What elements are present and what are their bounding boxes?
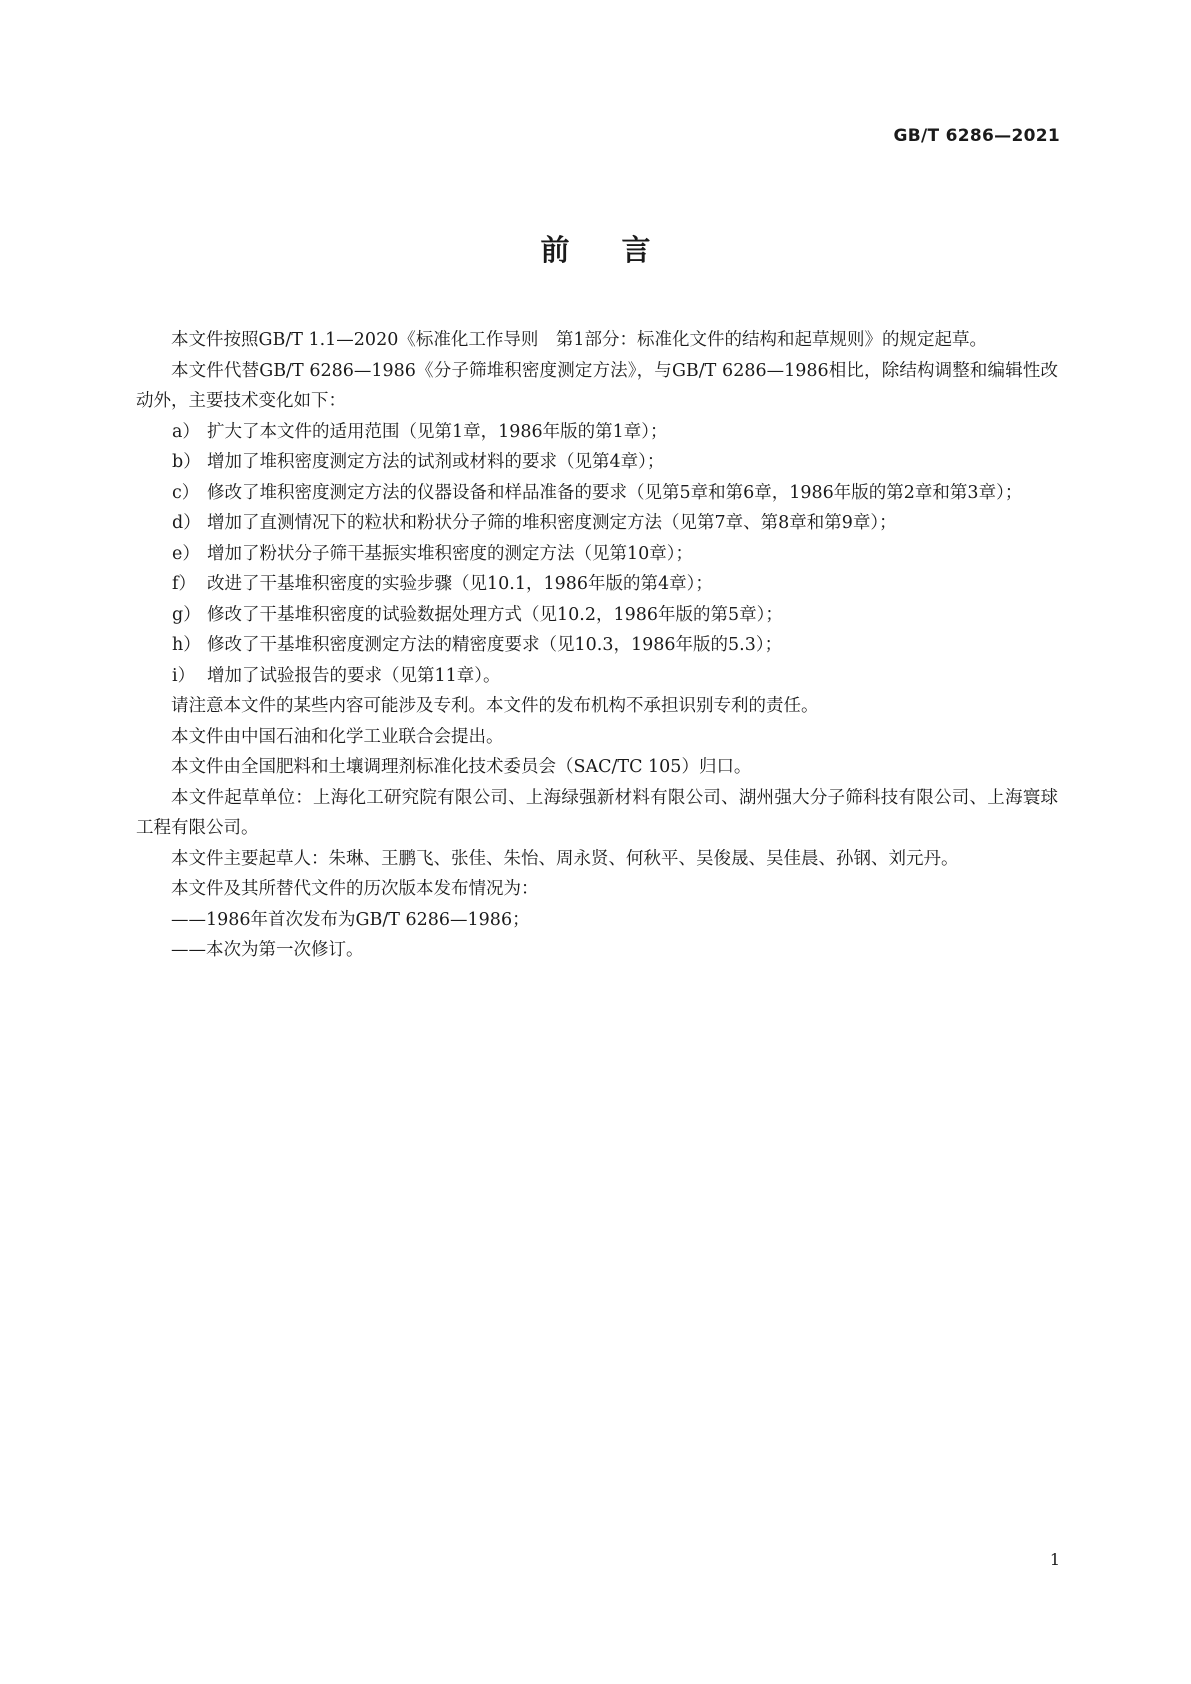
paragraph-replacement: 本文件代替GB/T 6286—1986《分子筛堆积密度测定方法》，与GB/T 6286—1986相比，除结构调整和编辑性改动外，主要技术变化如下： — [136, 360, 1058, 411]
list-item-text: 修改了干基堆积密度测定方法的精密度要求（见10.3，1986年版的5.3）； — [207, 635, 783, 655]
paragraph-drafting-units: 本文件起草单位：上海化工研究院有限公司、上海绿强新材料有限公司、湖州强大分子筛科技有限公司、上海寰球工程有限公司。 — [136, 787, 1058, 838]
list-item — [136, 508, 1058, 539]
list-item-text: 增加了堆积密度测定方法的试剂或材料的要求（见第4章）； — [207, 452, 665, 472]
list-item-text: 改进了干基堆积密度的实验步骤（见10.1，1986年版的第4章）； — [207, 574, 713, 594]
paragraph-drafters: 本文件主要起草人：朱琳、王鹏飞、张佳、朱怡、周永贤、何秋平、吴俊晟、吴佳晨、孙钢、刘元丹。 — [171, 848, 959, 869]
list-marker: a） — [172, 421, 200, 442]
list-item — [136, 630, 1058, 661]
list-item-text: 增加了粉状分子筛干基振实堆积密度的测定方法（见第10章）； — [207, 543, 694, 564]
list-item — [136, 447, 1058, 478]
list-item-text: 修改了干基堆积密度的试验数据处理方式（见10.2，1986年版的第5章）； — [207, 604, 783, 625]
list-marker: c） — [172, 482, 200, 503]
list-marker: i） — [172, 665, 196, 686]
list-marker: d） — [172, 513, 201, 533]
list-item — [136, 661, 1058, 692]
list-marker: f） — [172, 574, 196, 594]
paragraph-proposer: 本文件由中国石油和化学工业联合会提出。 — [171, 726, 504, 747]
foreword-body — [136, 325, 1058, 966]
standard-code: GB/T 6286—2021 — [893, 126, 1060, 146]
paragraph-drafting-rules: 本文件按照GB/T 1.1—2020《标准化工作导则 第1部分：标准化文件的结构和起草规则》的规定起草。 — [171, 330, 987, 350]
list-marker: g） — [172, 604, 201, 625]
list-item-text: 扩大了本文件的适用范围（见第1章，1986年版的第1章）； — [207, 421, 668, 442]
list-item — [136, 417, 1058, 448]
history-item: ——本次为第一次修订。 — [171, 940, 364, 960]
list-item — [136, 569, 1058, 600]
list-marker: h） — [172, 635, 201, 655]
list-item-text: 增加了试验报告的要求（见第11章）。 — [207, 665, 501, 686]
list-marker: e） — [172, 543, 200, 564]
list-item — [136, 600, 1058, 631]
page-number: 1 — [1049, 1550, 1060, 1569]
list-item-text: 修改了堆积密度测定方法的仪器设备和样品准备的要求（见第5章和第6章，1986年版的第2章和第3章）； — [207, 482, 1023, 503]
history-item: ——1986年首次发布为GB/T 6286—1986； — [171, 909, 530, 930]
list-item — [136, 539, 1058, 570]
history-list — [136, 905, 1058, 966]
list-item — [136, 478, 1058, 509]
paragraph-technical-committee: 本文件由全国肥料和土壤调理剂标准化技术委员会（SAC/TC 105）归口。 — [171, 757, 752, 777]
paragraph-patent-notice: 请注意本文件的某些内容可能涉及专利。本文件的发布机构不承担识别专利的责任。 — [171, 696, 819, 716]
changes-list — [136, 417, 1058, 692]
list-marker: b） — [172, 452, 201, 472]
list-item-text: 增加了直测情况下的粒状和粉状分子筛的堆积密度测定方法（见第7章、第8章和第9章）； — [207, 513, 897, 533]
paragraph-version-history: 本文件及其所替代文件的历次版本发布情况为： — [171, 879, 539, 899]
page-title: 前言 — [540, 233, 703, 267]
